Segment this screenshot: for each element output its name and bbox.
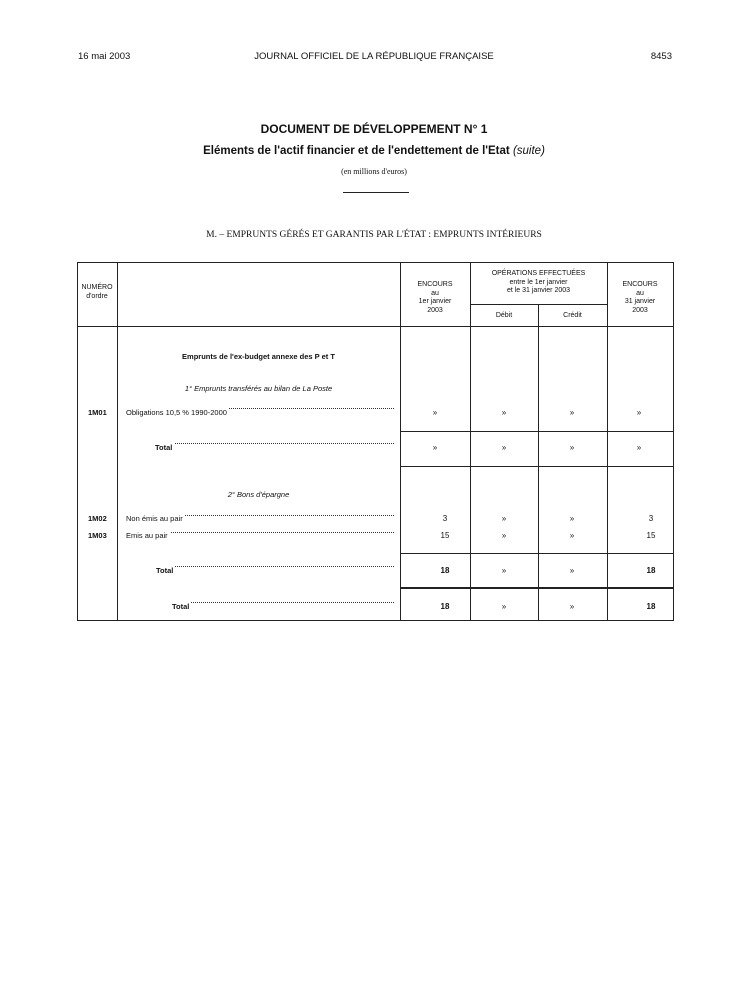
leader-dots bbox=[176, 601, 394, 603]
group-title: Emprunts de l'ex-budget annexe des P et T bbox=[182, 352, 335, 361]
header-numero: NUMÉRO d'ordre bbox=[81, 284, 113, 300]
cell-debit: » bbox=[501, 531, 507, 540]
cell-start: » bbox=[432, 408, 438, 417]
cell-start: 18 bbox=[440, 602, 450, 611]
cell-end: 15 bbox=[646, 531, 656, 540]
cell-debit: » bbox=[501, 566, 507, 575]
subgroup-title-2: 2° Bons d'épargne bbox=[227, 490, 290, 499]
row-sep-3 bbox=[400, 553, 674, 554]
col-sep-code bbox=[117, 262, 118, 620]
cell-credit: » bbox=[569, 443, 575, 452]
cell-start: » bbox=[432, 443, 438, 452]
section-title: M. – EMPRUNTS GÉRÉS ET GARANTIS PAR L'ÉTAT : EMPRUNTS INTÉRIEURS bbox=[206, 230, 542, 240]
operations-divider bbox=[470, 304, 607, 305]
cell-start: 3 bbox=[442, 514, 448, 523]
row-code: 1M03 bbox=[88, 531, 107, 540]
leader-dots bbox=[160, 565, 394, 567]
cell-end: » bbox=[636, 443, 642, 452]
cell-credit: » bbox=[569, 602, 575, 611]
row-sep-1 bbox=[400, 431, 674, 432]
header-bottom-border bbox=[77, 326, 674, 327]
title-divider bbox=[343, 192, 409, 193]
table-bottom-border bbox=[77, 620, 674, 621]
leader-dots bbox=[160, 442, 394, 444]
header-encours-end: ENCOURS au 31 janvier 2003 bbox=[622, 281, 658, 314]
row-label: Total bbox=[172, 602, 190, 611]
header-journal: JOURNAL OFFICIEL DE LA RÉPUBLIQUE FRANÇAISE bbox=[254, 51, 494, 62]
cell-debit: » bbox=[501, 443, 507, 452]
cell-debit: » bbox=[501, 514, 507, 523]
row-label: Total bbox=[156, 566, 174, 575]
row-code: 1M01 bbox=[88, 408, 107, 417]
cell-end: 18 bbox=[646, 602, 656, 611]
row-label: Emis au pair bbox=[126, 531, 168, 540]
row-sep-2 bbox=[400, 466, 674, 467]
subgroup-title-1: 1° Emprunts transférés au bilan de La Poste bbox=[184, 384, 333, 393]
table-top-border bbox=[77, 262, 674, 263]
cell-credit: » bbox=[569, 566, 575, 575]
col-sep-credit bbox=[607, 262, 608, 620]
header-page-number: 8453 bbox=[650, 51, 672, 62]
cell-debit: » bbox=[501, 408, 507, 417]
cell-end: » bbox=[636, 408, 642, 417]
cell-credit: » bbox=[569, 531, 575, 540]
cell-end: 18 bbox=[646, 566, 656, 575]
cell-start: 18 bbox=[440, 566, 450, 575]
document-title: DOCUMENT DE DÉVELOPPEMENT N° 1 bbox=[260, 122, 488, 136]
cell-debit: » bbox=[501, 602, 507, 611]
cell-credit: » bbox=[569, 514, 575, 523]
subtitle-main: Eléments de l'actif financier et de l'endettement de l'Etat bbox=[203, 145, 510, 157]
header-credit: Crédit bbox=[563, 312, 582, 319]
row-label: Total bbox=[155, 443, 173, 452]
table-left-border bbox=[77, 262, 78, 621]
cell-start: 15 bbox=[440, 531, 450, 540]
row-label: Obligations 10,5 % 1990-2000 bbox=[126, 408, 227, 417]
header-date: 16 mai 2003 bbox=[78, 51, 131, 62]
row-label: Non émis au pair bbox=[126, 514, 183, 523]
row-code: 1M02 bbox=[88, 514, 107, 523]
row-sep-4 bbox=[400, 587, 674, 589]
cell-end: 3 bbox=[648, 514, 654, 523]
document-subtitle bbox=[0, 145, 748, 157]
col-sep-debit bbox=[538, 304, 539, 620]
subtitle-suffix: (suite) bbox=[512, 145, 545, 157]
cell-credit: » bbox=[569, 408, 575, 417]
units-note: (en millions d'euros) bbox=[341, 167, 407, 176]
header-encours-start: ENCOURS au 1er janvier 2003 bbox=[417, 281, 453, 314]
header-operations: OPÉRATIONS EFFECTUÉES entre le 1er janvier et le 31 janvier 2003 bbox=[491, 270, 586, 294]
col-sep-label bbox=[400, 262, 401, 620]
header-debit: Débit bbox=[495, 312, 513, 319]
